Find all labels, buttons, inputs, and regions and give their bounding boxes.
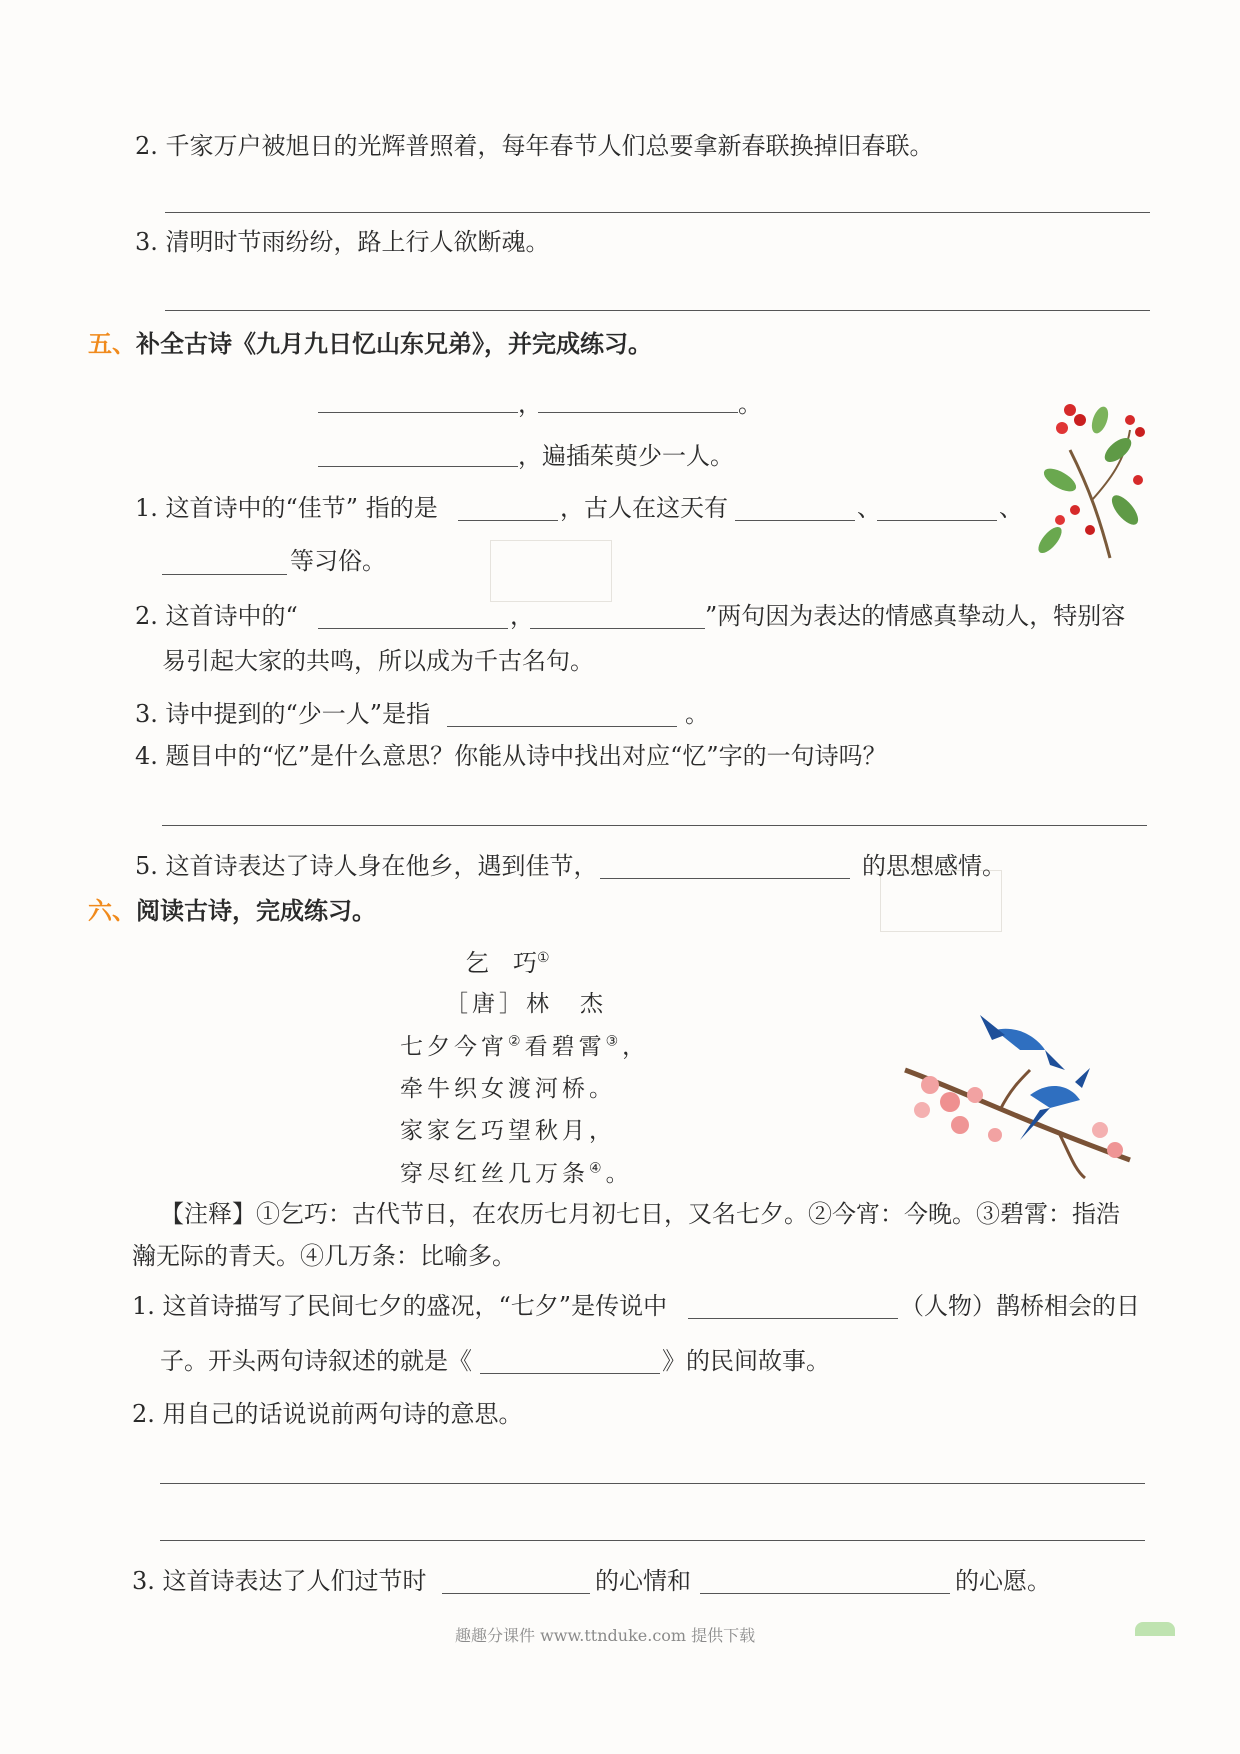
- s5-q5-a: 5. 这首诗表达了诗人身在他乡，遇到佳节，: [135, 852, 598, 880]
- bleed-through-box: [490, 540, 612, 602]
- s6-q1-c: 子。开头两句诗叙述的就是《: [160, 1347, 472, 1375]
- blank-shaoyiren[interactable]: [447, 726, 677, 727]
- answer-line[interactable]: [165, 310, 1150, 311]
- footnote-marker: ③: [605, 1033, 623, 1050]
- blank-jiajie[interactable]: [458, 520, 558, 521]
- section-5-number: 五、: [88, 330, 136, 358]
- poem-text: 穿尽红丝几万条: [400, 1161, 589, 1187]
- s6-q3-b: 的心情和: [595, 1567, 691, 1595]
- answer-line[interactable]: [160, 1483, 1145, 1484]
- blank-custom-3[interactable]: [162, 574, 287, 575]
- blank-poem-2a[interactable]: [318, 466, 518, 467]
- blank-poem-1a[interactable]: [318, 412, 518, 413]
- q4-item-2: 2. 千家万户被旭日的光辉普照着，每年春节人们总要拿新春联换掉旧春联。: [135, 132, 934, 160]
- q4-item-3: 3. 清明时节雨纷纷，路上行人欲断魂。: [135, 228, 550, 256]
- blank-famous-2[interactable]: [530, 628, 705, 629]
- s5-q2-sep: ，: [510, 602, 534, 630]
- poem-text: 。: [605, 1161, 633, 1187]
- s5-q1-sep: 、: [857, 494, 881, 522]
- blank-feeling[interactable]: [600, 878, 850, 879]
- answer-line[interactable]: [162, 825, 1147, 826]
- section-6-title: 阅读古诗，完成练习。: [136, 897, 376, 925]
- poem-sep: ，: [518, 390, 542, 418]
- section-5-heading: [88, 328, 652, 360]
- magpie-blossom-illustration: [900, 1010, 1140, 1180]
- dogwood-berry-illustration: [1030, 380, 1150, 560]
- section-6-number: 六、: [88, 897, 136, 925]
- s5-q2-b: ”两句因为表达的情感真挚动人，特别容: [705, 602, 1126, 630]
- blank-mood[interactable]: [442, 1593, 590, 1594]
- poem-author: ［唐］林 杰: [445, 991, 607, 1017]
- s6-q1-d: 》的民间故事。: [662, 1347, 830, 1375]
- poem-title: [465, 942, 550, 979]
- blank-poem-1b[interactable]: [538, 412, 738, 413]
- poem-line-2: 牵牛织女渡河桥。: [400, 1076, 616, 1102]
- s5-q2-c: 易引起大家的共鸣，所以成为千古名句。: [162, 647, 594, 675]
- answer-line[interactable]: [165, 212, 1150, 213]
- footnote-marker: ①: [537, 950, 550, 966]
- poem-end: 。: [738, 390, 762, 418]
- blank-wish[interactable]: [700, 1593, 950, 1594]
- section-5-title: 补全古诗《九月九日忆山东兄弟》，并完成练习。: [136, 330, 652, 358]
- page-corner-tab: [1135, 1622, 1175, 1636]
- blank-custom-2[interactable]: [877, 520, 997, 521]
- s5-q1-b: ，古人在这天有: [560, 494, 728, 522]
- poem-text: 看碧霄: [524, 1034, 606, 1060]
- blank-story[interactable]: [480, 1373, 660, 1374]
- poem-line-3: 家家乞巧望秋月，: [400, 1118, 616, 1144]
- footnote-marker: ④: [589, 1160, 606, 1177]
- footer-watermark: 趣趣分课件 www.ttnduke.com 提供下载: [455, 1626, 756, 1645]
- answer-line[interactable]: [160, 1540, 1145, 1541]
- s5-q1-a: 1. 这首诗中的“佳节” 指的是: [135, 494, 438, 522]
- s6-q1-b: （人物）鹊桥相会的日: [900, 1292, 1140, 1320]
- blank-custom-1[interactable]: [735, 520, 855, 521]
- s5-q1-sep2: 、: [999, 494, 1023, 522]
- s5-q4: 4. 题目中的“忆”是什么意思？你能从诗中找出对应“忆”字的一句诗吗？: [135, 742, 887, 770]
- footnote-marker: ②: [508, 1033, 525, 1050]
- blank-persons[interactable]: [688, 1318, 898, 1319]
- s5-q2-a: 2. 这首诗中的“: [135, 602, 298, 630]
- s6-q3-a: 3. 这首诗表达了人们过节时: [132, 1567, 427, 1595]
- poem-notes-line-2: 瀚无际的青天。④几万条：比喻多。: [132, 1242, 516, 1270]
- s6-q3-c: 的心愿。: [955, 1567, 1051, 1595]
- s5-q3-b: 。: [685, 700, 709, 728]
- section-6-heading: [88, 895, 376, 927]
- s6-q2: 2. 用自己的话说说前两句诗的意思。: [132, 1400, 523, 1428]
- poem-line-2: ，遍插茱萸少一人。: [518, 442, 734, 470]
- s6-q1-a: 1. 这首诗描写了民间七夕的盛况，“七夕”是传说中: [132, 1292, 668, 1320]
- poem-line-1: [400, 1028, 649, 1061]
- s5-q3-a: 3. 诗中提到的“少一人”是指: [135, 700, 431, 728]
- poem-title-text: 乞 巧: [465, 949, 537, 977]
- blank-famous-1[interactable]: [318, 628, 508, 629]
- poem-notes-line-1: 【注释】①乞巧：古代节日，在农历七月初七日，又名七夕。②今宵：今晚。③碧霄：指浩: [160, 1200, 1120, 1228]
- s5-q5-b: 的思想感情。: [862, 852, 1006, 880]
- poem-text: 七夕今宵: [400, 1034, 508, 1060]
- s5-q1-c: 等习俗。: [290, 547, 386, 575]
- poem-text: ，: [622, 1034, 650, 1060]
- poem-line-4: [400, 1155, 633, 1188]
